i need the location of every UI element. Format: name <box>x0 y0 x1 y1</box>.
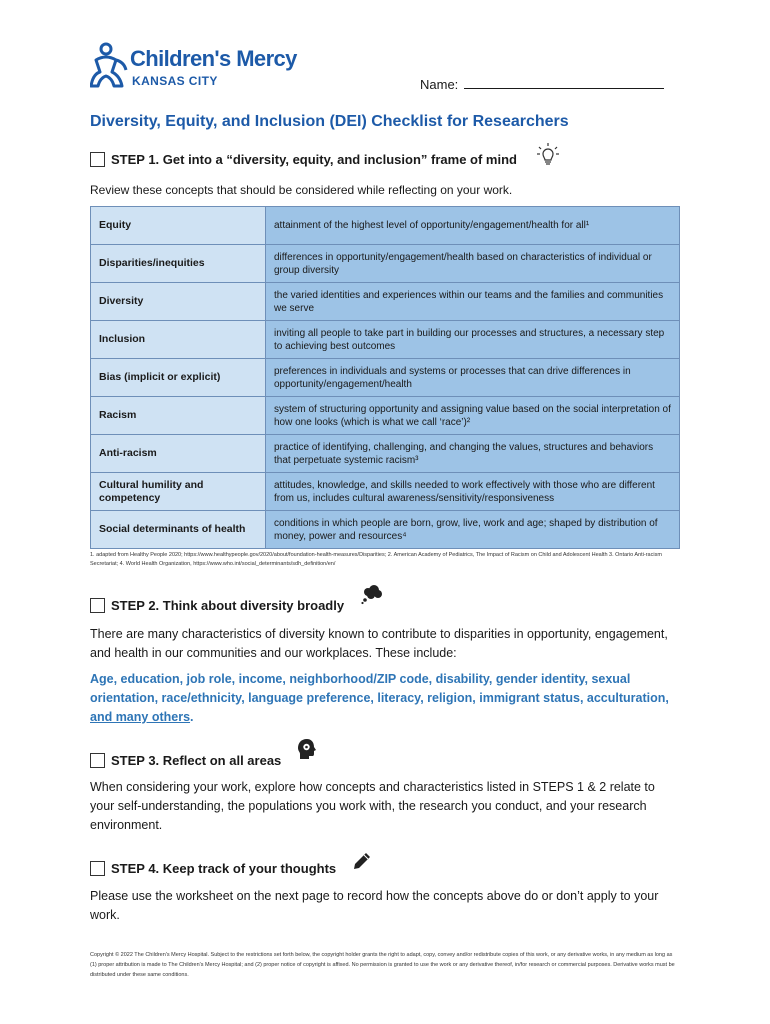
concept-term: Bias (implicit or explicit) <box>91 359 266 397</box>
concept-term: Cultural humility and competency <box>91 473 266 511</box>
table-row <box>91 397 680 435</box>
step-1-label: STEP 1. Get into a “diversity, equity, and inclusion” frame of mind <box>111 152 517 167</box>
step-4-label: STEP 4. Keep track of your thoughts <box>111 861 337 876</box>
step-1-checkbox[interactable] <box>90 152 105 167</box>
step-3[interactable] <box>90 753 281 768</box>
concept-definition: the varied identities and experiences within our teams and the families and communities we serve <box>266 283 680 321</box>
step-2[interactable] <box>90 598 344 613</box>
table-row <box>91 245 680 283</box>
name-field[interactable] <box>420 76 664 92</box>
step-3-label: STEP 3. Reflect on all areas <box>111 753 282 768</box>
diversity-list: Age, education, job role, income, neighborhood/ZIP code, disability, gender identity, sexual orientation, race/ethnicity, language preference, literacy, religion, immigrant status, acculturation, <box>90 672 669 705</box>
childrens-mercy-logo <box>90 42 297 92</box>
concept-definition: practice of identifying, challenging, and changing the values, structures and behaviors that perpetuate systemic racism³ <box>266 435 680 473</box>
concept-definition: inviting all people to take part in building our processes and structures, a necessary step to achieving best outcomes <box>266 321 680 359</box>
step-3-text: When considering your work, explore how concepts and characteristics listed in STEPS 1 & 2 relate to your self-understanding, the populations you work with, the research you conduct, and your research environment. <box>90 780 655 832</box>
logo-name: Children's Mercy <box>130 46 297 71</box>
name-blank-line[interactable] <box>464 76 664 89</box>
concept-definition: conditions in which people are born, grow, live, work and age; shaped by distribution of money, power and resources⁴ <box>266 511 680 549</box>
list-end: . <box>190 710 194 724</box>
table-row <box>91 359 680 397</box>
table-row <box>91 321 680 359</box>
step-2-text: There are many characteristics of diversity known to contribute to disparities in opportunity, engagement, and health in our communities and our workplaces. These include: <box>90 627 668 660</box>
concept-term: Disparities/inequities <box>91 245 266 283</box>
thought-cloud-icon <box>360 585 384 605</box>
step-3-checkbox[interactable] <box>90 753 105 768</box>
table-row <box>91 435 680 473</box>
concept-definition: differences in opportunity/engagement/health based on characteristics of individual or group diversity <box>266 245 680 283</box>
concept-term: Equity <box>91 207 266 245</box>
step-4-text: Please use the worksheet on the next page to record how the concepts above do or don’t apply to your work. <box>90 889 659 922</box>
step-1[interactable] <box>90 152 517 167</box>
head-gear-icon <box>297 738 319 760</box>
and-many-others-link[interactable]: and many others <box>90 710 191 724</box>
lightbulb-icon <box>536 142 560 168</box>
copyright-notice: Copyright © 2022 The Children's Mercy Hospital. Subject to the restrictions set forth below, the copyright holder grants the right to adapt, copy, convey and/or redistribute copies of this work, or any derivative works, in any medium as long as (1) proper attribution is made to The Children's Mercy Hospital; and (2) proper notice of copyright is affixed. No permission is granted to use the work or any derivative thereof, in/for research or commercial purposes. Derivative works must be distributed under these same conditions. <box>90 952 675 978</box>
concept-definition: system of structuring opportunity and assigning value based on the social interpretation of how one looks (which is what we call ‘race’)² <box>266 397 680 435</box>
logo-city: KANSAS CITY <box>132 74 218 88</box>
table-footnote: 1. adapted from Healthy People 2020; https://www.healthypeople.gov/2020/about/foundation-health-measures/Disparities; 2. American Academy of Pediatrics, The Impact of Racism on Child and Adolescent Health 3. Ontario Anti-racism Secretariat; 4. World Health Organization, https://www.who.int/social_determinants/sdh_definition/en/ <box>90 552 662 567</box>
logo-figure-icon <box>90 42 128 88</box>
concept-term: Social determinants of health <box>91 511 266 549</box>
step-1-intro: Review these concepts that should be considered while reflecting on your work. <box>90 183 513 197</box>
concept-term: Inclusion <box>91 321 266 359</box>
step-4-checkbox[interactable] <box>90 861 105 876</box>
diversity-characteristics <box>90 670 680 727</box>
concept-definition: attainment of the highest level of opportunity/engagement/health for all¹ <box>266 207 680 245</box>
name-label: Name: <box>420 77 459 92</box>
step-4[interactable] <box>90 861 336 876</box>
concepts-table <box>90 206 680 549</box>
table-row <box>91 473 680 511</box>
step-2-checkbox[interactable] <box>90 598 105 613</box>
concept-definition: attitudes, knowledge, and skills needed to work effectively with those who are different from us, includes cultural awareness/sensitivity/responsiveness <box>266 473 680 511</box>
table-row <box>91 511 680 549</box>
pencil-icon <box>352 851 372 871</box>
concept-term: Diversity <box>91 283 266 321</box>
step-2-label: STEP 2. Think about diversity broadly <box>111 598 345 613</box>
concept-term: Racism <box>91 397 266 435</box>
table-row <box>91 207 680 245</box>
table-row <box>91 283 680 321</box>
concept-definition: preferences in individuals and systems or processes that can drive differences in opportunity/engagement/health <box>266 359 680 397</box>
document-title: Diversity, Equity, and Inclusion (DEI) Checklist for Researchers <box>90 113 569 130</box>
concept-term: Anti-racism <box>91 435 266 473</box>
